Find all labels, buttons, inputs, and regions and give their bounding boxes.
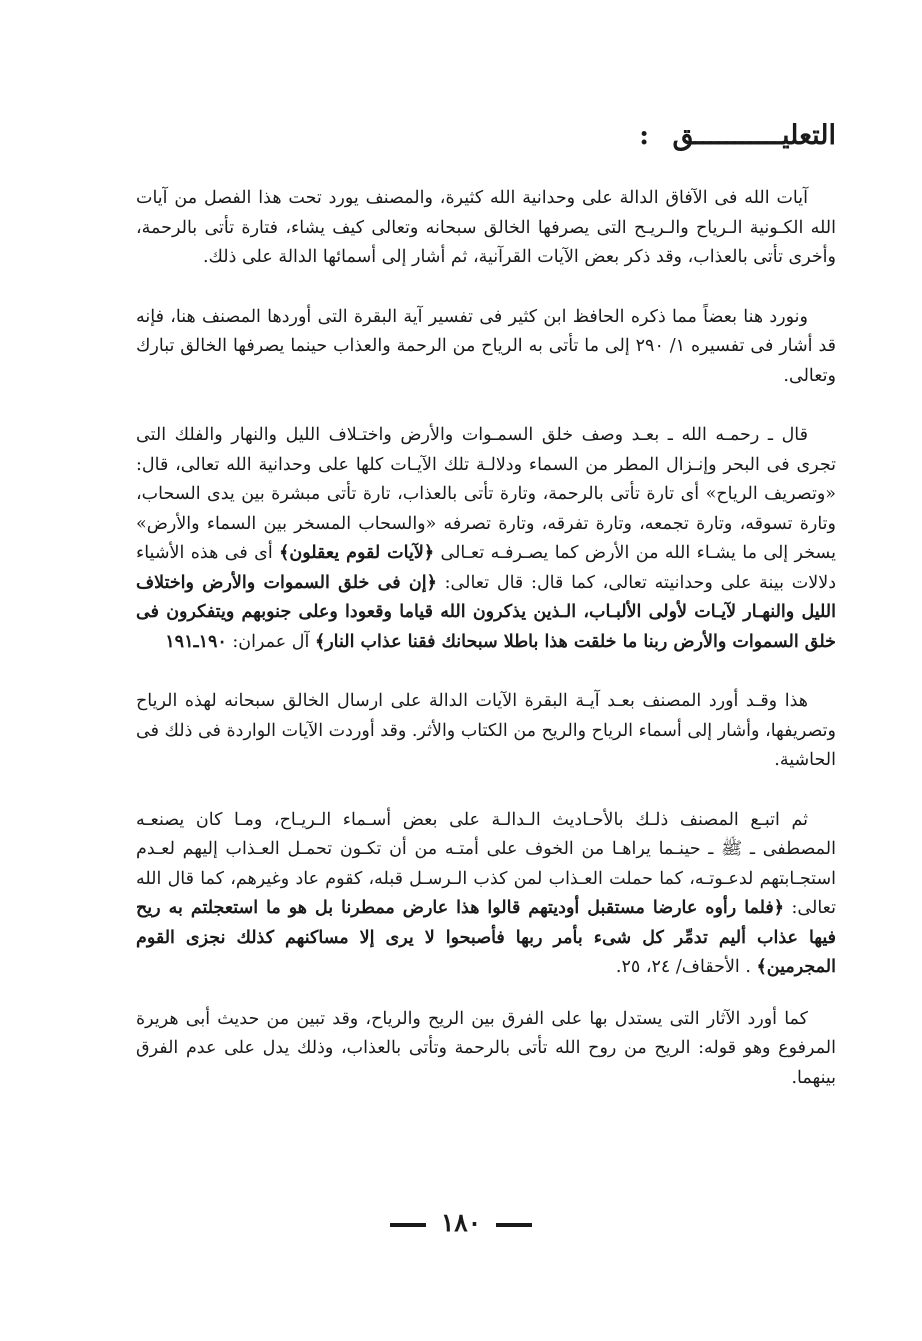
page-footer — [0, 1208, 922, 1237]
verse-reference-label: آل عمران: — [232, 631, 310, 652]
page-number-dash-right — [496, 1223, 532, 1227]
paragraph-5 — [136, 806, 836, 983]
quran-quote-2: ﴿إن فى خلق السموات والأرض واختلاف الليل والنهـار لآيـات لأولى الألبـاب، الـذين يذكرون الله قياما وقعودا وعلى جنوبهم ويتفكرون فى خلق السموات والأرض ربنا ما خلقت هذا باطلا سبحانك فقنا عذاب النار﴾ — [136, 572, 836, 652]
verse-reference — [165, 632, 309, 652]
paragraph-5-reference: . الأحقاف/ ٢٤، ٢٥. — [615, 957, 751, 977]
body-text — [136, 184, 836, 1123]
paragraph-4: هذا وقـد أورد المصنف بعـد آيـة البقرة الآيات الدالة على ارسال الخالق سبحانه لهذه الرياح وتصريفها، وأشار إلى أسماء الرياح والريح من الكتاب والأثر. وقد أوردت الآيات الواردة فى ذلك فى الحاشية. — [136, 691, 836, 770]
page-number: ١٨٠ — [440, 1208, 482, 1237]
paragraph-3-intro: قال ـ رحمـه الله ـ بعـد وصف خلق السمـوات والأرض واختـلاف الليل والنهار والفلك التى تجرى فى البحر وإنـزال المطر من السماء ودلالـة تلك الآيـات كلها على وحدانية الله تعالى، قال: «وتصريف الرياح» أى تارة تأتى بالرحمة، وتارة تأتى بالعذاب، تارة تأتى مبشرة بين يدى السحاب، وتارة تسوقه، وتارة تجمعه، وتارة تفرقه، وتارة تصرفه «والسحاب المسخر بين السماء والأرض» يسخر إلى ما يشـاء الله من الأرض كما يصـرفـه تعـالى — [136, 425, 836, 563]
heading-colon: : — [639, 120, 650, 151]
quran-quote-3: ﴿فلما رأوه عارضا مستقبل أوديتهم قالوا هذا عارض ممطرنا بل هو ما استعجلتم به ريح فيها عذاب أليم تدمِّر كل شىء بأمر ربها فأصبحوا لا يرى إلا مساكنهم كذلك نجزى القوم المجرمين﴾ — [136, 898, 836, 977]
paragraph-3-middle: أى فى هذه الأشياء دلالات بينة على وحدانيته تعالى، كما قال: قال تعالى: — [136, 543, 836, 593]
verse-reference-number: ١٩٠ـ١٩١ — [165, 631, 227, 652]
paragraph-3 — [136, 421, 836, 657]
page-number-dash-left — [390, 1223, 426, 1227]
heading-title: التعليـــــــــــق — [672, 120, 836, 151]
paragraph-2: ونورد هنا بعضاً مما ذكره الحافظ ابن كثير فى تفسير آية البقرة التى أوردها المصنف هنا، فإنه قد أشار فى تفسيره ١/ ٢٩٠ إلى ما تأتى به الرياح من الرحمة والعذاب حينما يصرفها الخالق تبارك وتعالى. — [136, 306, 836, 386]
section-heading — [639, 116, 836, 156]
paragraph-1: آيات الله فى الآفاق الدالة على وحدانية الله كثيرة، والمصنف يورد تحت هذا الفصل من آيات الله الكـونية الـرياح والـريـح التى يصرفها الخالق سبحانه وتعالى كيف يشاء، فتارة تأتى بالرحمة، وأخرى تأتى بالعذاب، وقد ذكر بعض الآيات القرآنية، ثم أشار إلى أسمائها الدالة على ذلك. — [136, 188, 836, 267]
quran-quote-1: ﴿لآيات لقوم يعقلون﴾ — [279, 543, 435, 563]
paragraph-6: كما أورد الآثار التى يستدل بها على الفرق بين الريح والرياح، وقد تبين من حديث أبى هريرة المرفوع وهو قوله: الريح من روح الله تأتى بالرحمة وتأتى بالعذاب، وذلك يدل على عدم الفرق بينهما. — [136, 1008, 836, 1088]
paragraph-5-intro: ثم اتبـع المصنف ذلـك بالأحـاديث الـدالـة على بعض أسـماء الـريـاح، ومـا كان يصنعـه المصطفى ـ ﷺ ـ حينـما يراهـا من الخوف على أمتـه من أن تكـون تحمـل العـذاب إليهم لعـدم استجـابتهم لدعـوتـه، كما حملت العـذاب لمن كذب الـرسـل قبله، كقوم عاد وغيرهم، كما قال الله تعالى: — [136, 809, 836, 918]
